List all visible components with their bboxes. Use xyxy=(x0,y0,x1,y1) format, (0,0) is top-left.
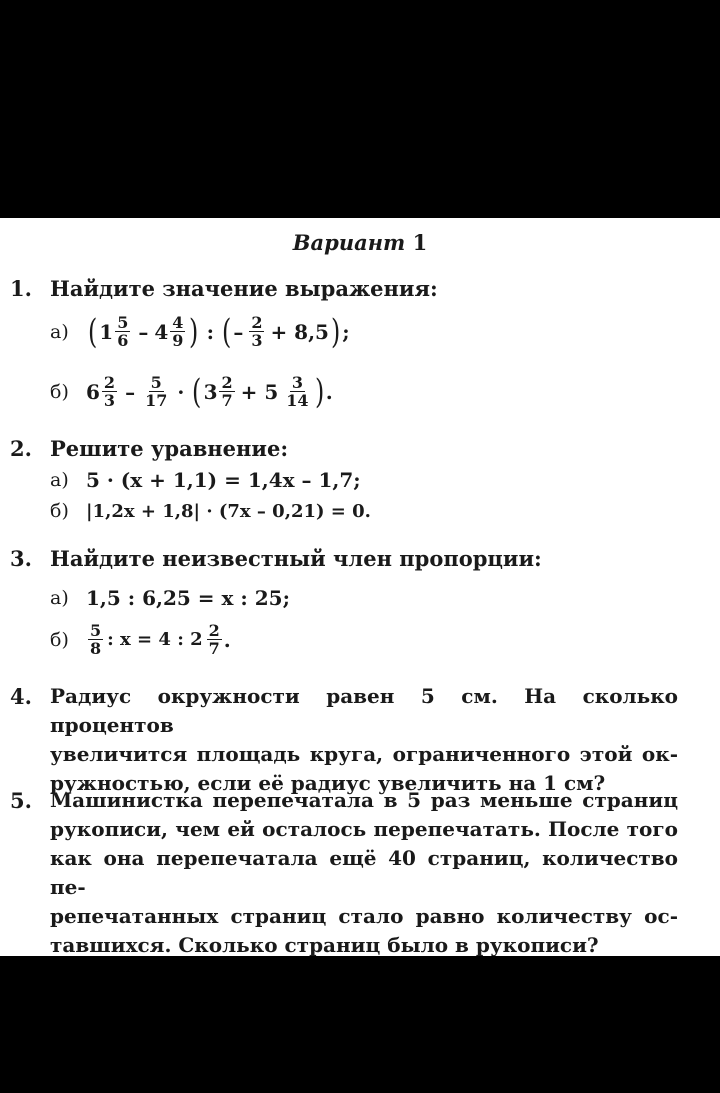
fraction: $\frac{3}{14}$ xyxy=(286,373,309,410)
fraction: $\frac{5}{8}$ xyxy=(90,621,102,658)
fraction: $\frac{2}{7}$ xyxy=(208,621,220,658)
task-1-heading: 1. Найдите значение выражения: xyxy=(10,276,438,301)
task-3b-proportion: б) $\frac{5}{8}$ : x = 4 : 2 $\frac{2}{7}$ . xyxy=(50,621,231,658)
fraction: $\frac{2}{7}$ xyxy=(221,373,233,410)
fraction: $\frac{5}{6}$ xyxy=(117,313,129,350)
task-2-heading: 2. Решите уравнение: xyxy=(10,436,289,461)
task-1a-expression: а) ( 1 $\frac{5}{6}$ – 4 $\frac{4}{9}$ ) : ( – $\frac{2}{3}$ + 8,5 ) ; xyxy=(50,311,350,352)
worksheet-page xyxy=(0,218,720,956)
fraction: $\frac{4}{9}$ xyxy=(172,313,184,350)
fraction: $\frac{2}{3}$ xyxy=(251,313,263,350)
task-3a-proportion: а) 1,5 : 6,25 = x : 25; xyxy=(50,586,290,610)
task-5-text: 5. Машинистка перепечатала в 5 раз меньше страниц рукописи, чем ей осталось перепечатать. После того как она перепечатала ещё 40 страниц, количество пе- репечатанных страниц стало равно количеству ос- тавшихся. Сколько страниц было в рукописи? xyxy=(10,788,678,956)
task-3-heading: 3. Найдите неизвестный член пропорции: xyxy=(10,546,542,571)
task-1b-expression: б) 6 $\frac{2}{3}$ – $\frac{5}{17}$ · ( 3 $\frac{2}{7}$ + 5 $\frac{3}{14}$ ) . xyxy=(50,371,333,412)
task-2a-equation: а) 5 · (x + 1,1) = 1,4x – 1,7; xyxy=(50,468,361,492)
page-title: Вариант 1 xyxy=(292,230,428,255)
fraction: $\frac{2}{3}$ xyxy=(103,373,116,410)
fraction: $\frac{5}{17}$ xyxy=(145,373,168,410)
task-4-text: 4. Радиус окружности равен 5 см. На сколько процентов увеличится площадь круга, ограниченного этой ок- ружностью, если её радиус увеличить на 1 см? xyxy=(10,684,678,795)
task-2b-equation: б) |1,2x + 1,8| · (7x – 0,21) = 0. xyxy=(50,500,371,522)
